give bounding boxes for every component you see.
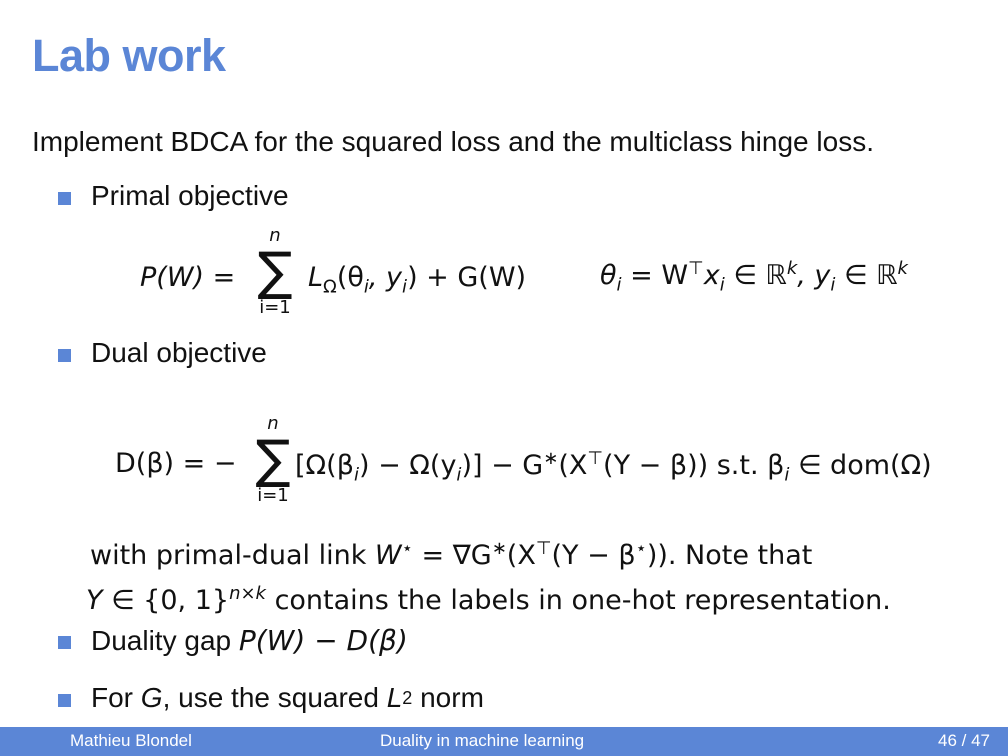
primal-side-condition: $\theta_i = W^⊤x_i$ ∈ ℝ$^k$, $y_i$ ∈ ℝ$^k$	[600, 258, 908, 296]
bullet-primal	[58, 180, 289, 212]
bullet-label: Primal objective	[91, 180, 289, 211]
footer-author: Mathieu Blondel	[70, 731, 192, 750]
primal-lhs: P(W) =	[140, 262, 236, 293]
dual-term: $[\Omega(\beta_i) - \Omega(y_i)] - G^∗(X^⊤(Y - \beta))$ s.t. $\beta_i$ ∈ dom(Ω)	[295, 448, 932, 486]
sum-lower: i=1	[259, 297, 291, 318]
dual-lhs: D(β) = −	[115, 448, 237, 479]
paragraph-line-1: with primal-dual link W⋆ = ∇G∗(X⊤(Y − β⋆)). Note that	[90, 538, 813, 571]
bullet-label: Duality gap	[91, 624, 232, 656]
bullet-dual	[58, 337, 267, 369]
primal-dual-link-paragraph	[86, 530, 891, 620]
primal-sum	[252, 226, 298, 318]
sum-symbol-icon: ∑	[257, 242, 293, 302]
primal-term: $L_\Omega(\theta_i$, $y_i) + G(W)$	[308, 262, 527, 298]
paragraph-line-2: Y ∈ {0, 1}$^{n\times k}$ contains the labels in one-hot representation.	[86, 583, 891, 616]
sum-upper: n	[267, 413, 279, 434]
bullet-square-icon	[58, 636, 71, 649]
gap-math: P(W) − D(β)	[238, 624, 408, 657]
intro-text: Implement BDCA for the squared loss and the multiclass hinge loss.	[32, 126, 874, 157]
footer-talk-title: Duality in machine learning	[380, 731, 585, 750]
bullet-for-g: For G , use the squared L 2 norm	[58, 682, 484, 714]
footer-bar	[0, 727, 1008, 756]
sum-lower: i=1	[257, 485, 289, 506]
bullet-square-icon	[58, 349, 71, 362]
l2-symbol: L	[386, 682, 403, 713]
bullet-label: Dual objective	[91, 337, 267, 368]
sum-symbol-icon: ∑	[255, 430, 291, 490]
primal-equation	[140, 225, 940, 328]
footer-page-number: 46 / 47	[938, 731, 990, 750]
bullet-square-icon	[58, 192, 71, 205]
g-symbol: G	[140, 682, 163, 713]
dual-equation	[115, 413, 975, 516]
sum-upper: n	[269, 225, 281, 246]
dual-sum	[250, 414, 296, 506]
bullet-duality-gap	[58, 624, 408, 657]
slide-title: Lab work	[32, 30, 226, 81]
bullet-square-icon	[58, 694, 71, 707]
